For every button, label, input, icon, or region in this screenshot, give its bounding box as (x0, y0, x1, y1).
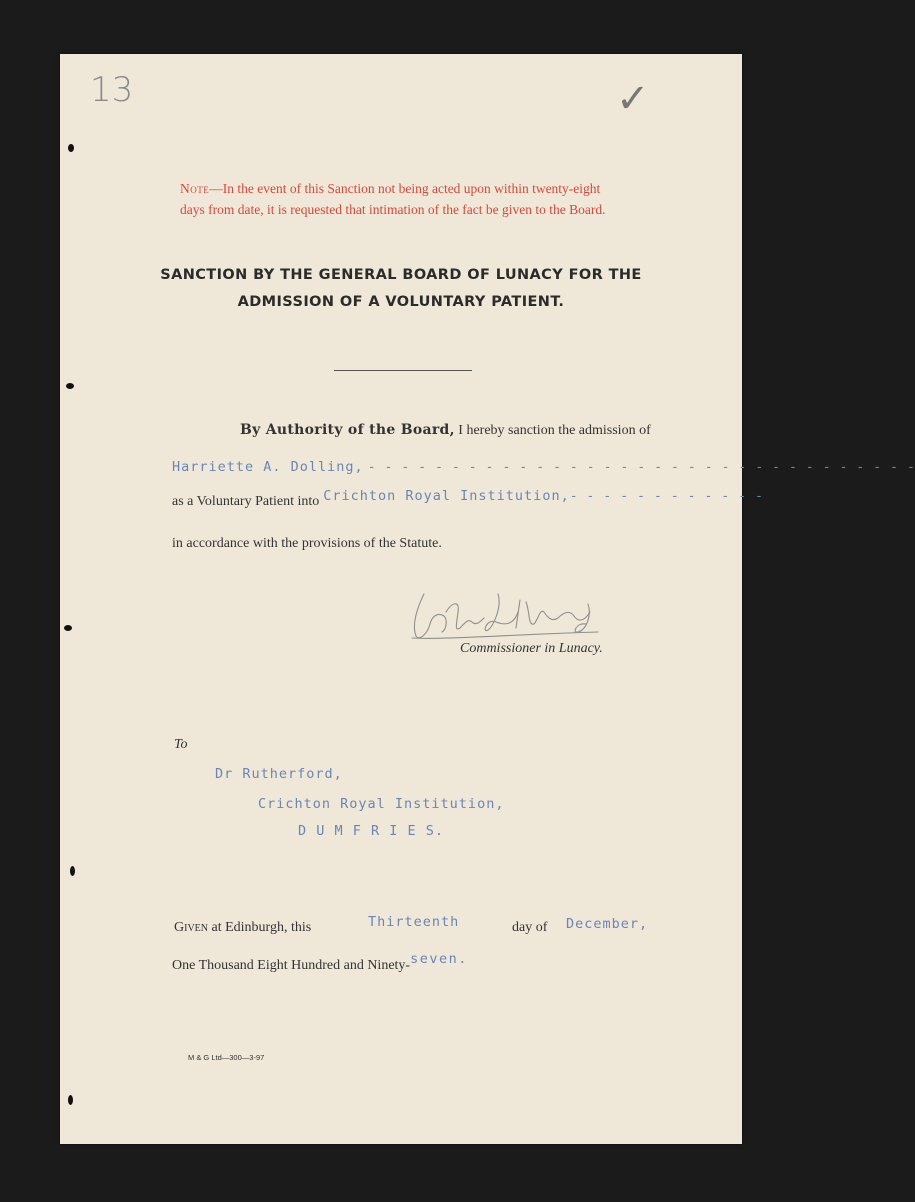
patient-name: Harriette A. Dolling, (172, 459, 364, 475)
divider-rule (334, 370, 472, 371)
year-text: One Thousand Eight Hundred and Ninety- (172, 958, 411, 973)
authority-gothic: By Authority of the Board, (240, 422, 455, 438)
check-mark: ✓ (616, 76, 650, 122)
addressee-town: D U M F R I E S. (298, 823, 445, 839)
year-typed: seven. (410, 951, 468, 967)
signature-title: Commissioner in Lunacy. (460, 641, 603, 656)
heading-line-2: ADMISSION OF A VOLUNTARY PATIENT. (237, 294, 565, 310)
print-code: M & G Ltd—300—3-97 (188, 1053, 265, 1062)
margin-mark (68, 1095, 73, 1105)
margin-mark (70, 866, 75, 876)
margin-mark (68, 144, 74, 152)
note-line-2: days from date, it is requested that intimation of the fact be given to the Board. (180, 202, 606, 217)
authority-text: I hereby sanction the admission of (454, 423, 651, 438)
margin-number: 13 (90, 70, 134, 110)
institution-name: Crichton Royal Institution, (323, 488, 570, 504)
given-day: Thirteenth (368, 914, 460, 930)
heading-line-1: SANCTION BY THE GENERAL BOARD OF LUNACY FOR THE (160, 267, 642, 283)
addressee-institution: Crichton Royal Institution, (258, 796, 505, 812)
given-label: Given (174, 920, 208, 935)
voluntary-label: as a Voluntary Patient into (172, 494, 320, 509)
statute-line: in accordance with the provisions of the Statute. (172, 536, 442, 551)
to-label: To (174, 737, 188, 752)
given-line (174, 920, 311, 936)
addressee-name: Dr Rutherford, (215, 766, 343, 782)
institution-dashes: - - - - - - - - - - - - (569, 489, 764, 504)
institution-line (172, 488, 764, 510)
patient-line (172, 458, 915, 476)
given-day-of: day of (512, 920, 548, 935)
given-text: at Edinburgh, this (208, 920, 312, 935)
patient-dashes: - - - - - - - - - - - - - - - - - - - - - - - - - - - - - - - - - (367, 460, 915, 475)
note-text-1: —In the event of this Sanction not being acted upon within twenty-eight (209, 181, 601, 196)
signature (402, 582, 606, 644)
note-label: Note (180, 181, 210, 196)
margin-mark (66, 383, 74, 389)
document-page (60, 54, 915, 1144)
margin-mark (64, 625, 72, 631)
note-line-1 (180, 178, 600, 199)
given-month: December, (566, 916, 649, 932)
authority-line (240, 422, 651, 439)
year-line (172, 951, 468, 974)
